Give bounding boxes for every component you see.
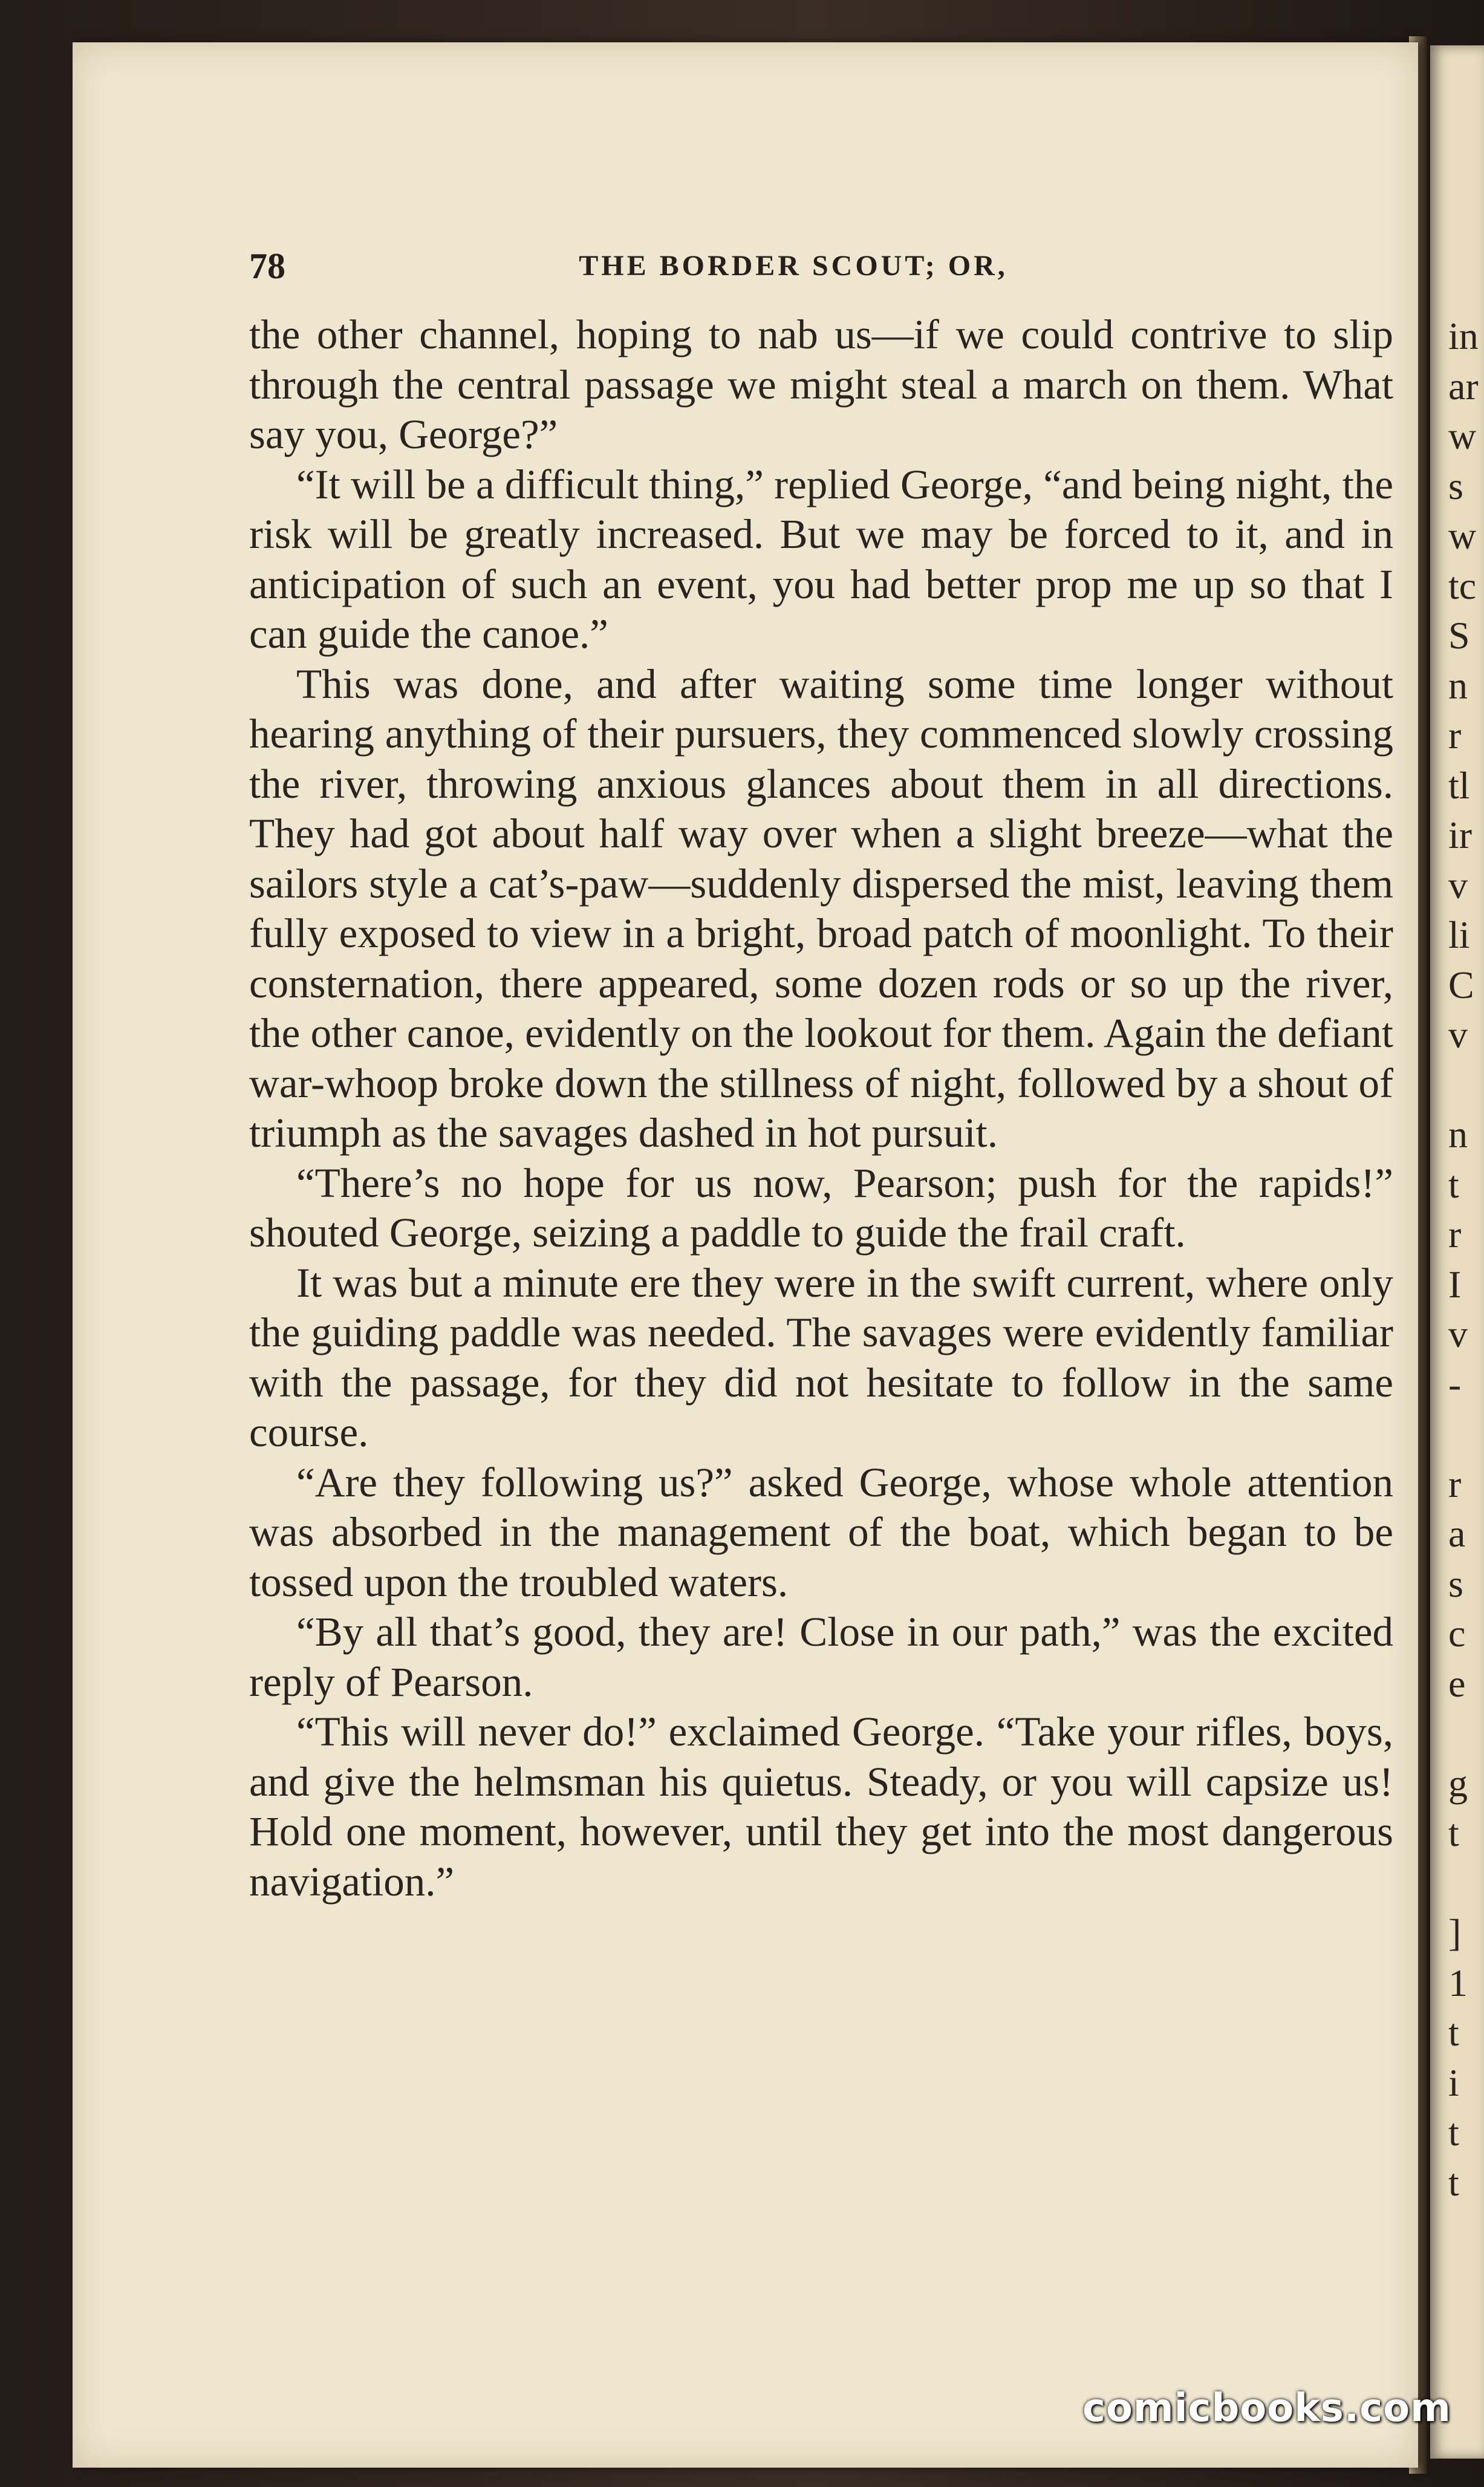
facing-fragment: v: [1448, 1013, 1468, 1056]
running-title: THE BORDER SCOUT; OR,: [579, 250, 1008, 282]
paragraph: “It will be a difficult thing,” replied George, “and being night, the risk will be greatly increased. But we may be forced to it, and in anticipation of such an event, you had better prop me up so that I can guide the canoe.”: [249, 461, 1393, 657]
facing-fragment: C: [1448, 963, 1474, 1006]
facing-fragment: ar: [1448, 364, 1479, 408]
facing-fragment: i: [1448, 2061, 1459, 2104]
facing-fragment: ]: [1448, 1911, 1462, 1954]
facing-fragment: t: [1448, 1162, 1459, 1206]
paragraph: “There’s no hope for us now, Pearson; push for the rapids!” shouted George, seizing a paddle to guide the frail craft.: [249, 1159, 1393, 1256]
facing-fragment: w: [1448, 514, 1477, 557]
facing-fragment: I: [1448, 1262, 1462, 1306]
page-header: [249, 242, 1393, 290]
facing-fragment: li: [1448, 913, 1470, 956]
paragraph: This was done, and after waiting some time longer without hearing anything of their pursuers, they commenced slowly crossing the river, throwing anxious glances about them in all directions. They had got about half way over when a slight breeze—what the sailors style a cat’s-paw—suddenly dispersed the mist, leaving them fully exposed to view in a bright, broad patch of moonlight. To their consternation, there appeared, some dozen rods or so up the river, the other canoe, evidently on the lookout for them. Again the defiant war-whoop broke down the stillness of night, followed by a shout of triumph as the savages dashed in hot pursuit.: [249, 660, 1393, 1156]
facing-fragment: tl: [1448, 763, 1470, 807]
facing-fragment: t: [1448, 2011, 1459, 2054]
facing-fragment: -: [1448, 1362, 1462, 1406]
watermark: comicbooks.com: [1082, 2386, 1451, 2431]
facing-fragment: n: [1448, 1113, 1468, 1156]
facing-fragment: t: [1448, 2111, 1459, 2154]
facing-fragment: t: [1448, 1811, 1459, 1854]
facing-fragment: e: [1448, 1661, 1466, 1705]
paragraph: “By all that’s good, they are! Close in our path,” was the excited reply of Pearson.: [249, 1609, 1393, 1705]
facing-fragment: S: [1448, 614, 1470, 657]
paragraph: It was but a minute ere they were in the swift current, where only the guiding paddle was needed. The savages were evidently familiar with the passage, for they did not hesitate to follow in the same course.: [249, 1259, 1393, 1455]
facing-fragment: v: [1448, 863, 1468, 907]
facing-fragment: a: [1448, 1512, 1466, 1555]
facing-fragment: c: [1448, 1612, 1466, 1655]
facing-fragment: r: [1448, 1462, 1462, 1505]
facing-fragment: n: [1448, 663, 1468, 707]
facing-fragment: w: [1448, 414, 1477, 457]
facing-fragment: 1: [1448, 1961, 1468, 2004]
paragraph: “This will never do!” exclaimed George. “Take your rifles, boys, and give the helmsman his quietus. Steady, or you will capsize us! Hold one moment, however, until they get into the most dangerous navigation.”: [249, 1709, 1393, 1905]
page-number: 78: [249, 246, 285, 286]
facing-fragment: r: [1448, 1213, 1462, 1256]
body-text: [249, 310, 1393, 1906]
facing-fragment: tc: [1448, 564, 1477, 607]
facing-fragment: t: [1448, 2160, 1459, 2204]
facing-fragment: v: [1448, 1312, 1468, 1355]
facing-fragment: r: [1448, 714, 1462, 757]
paragraph: the other channel, hoping to nab us—if we could contrive to slip through the central passage we might steal a march on them. What say you, George?”: [249, 311, 1393, 457]
paragraph: “Are they following us?” asked George, whose whole attention was absorbed in the management of the boat, which began to be tossed upon the troubled waters.: [249, 1459, 1393, 1605]
facing-fragment: in: [1448, 315, 1479, 357]
facing-fragment: ir: [1448, 813, 1473, 856]
facing-fragment: s: [1448, 1562, 1463, 1605]
facing-fragment: s: [1448, 464, 1463, 507]
facing-page-fragment: [1430, 45, 1484, 2459]
facing-fragment: g: [1448, 1761, 1468, 1805]
